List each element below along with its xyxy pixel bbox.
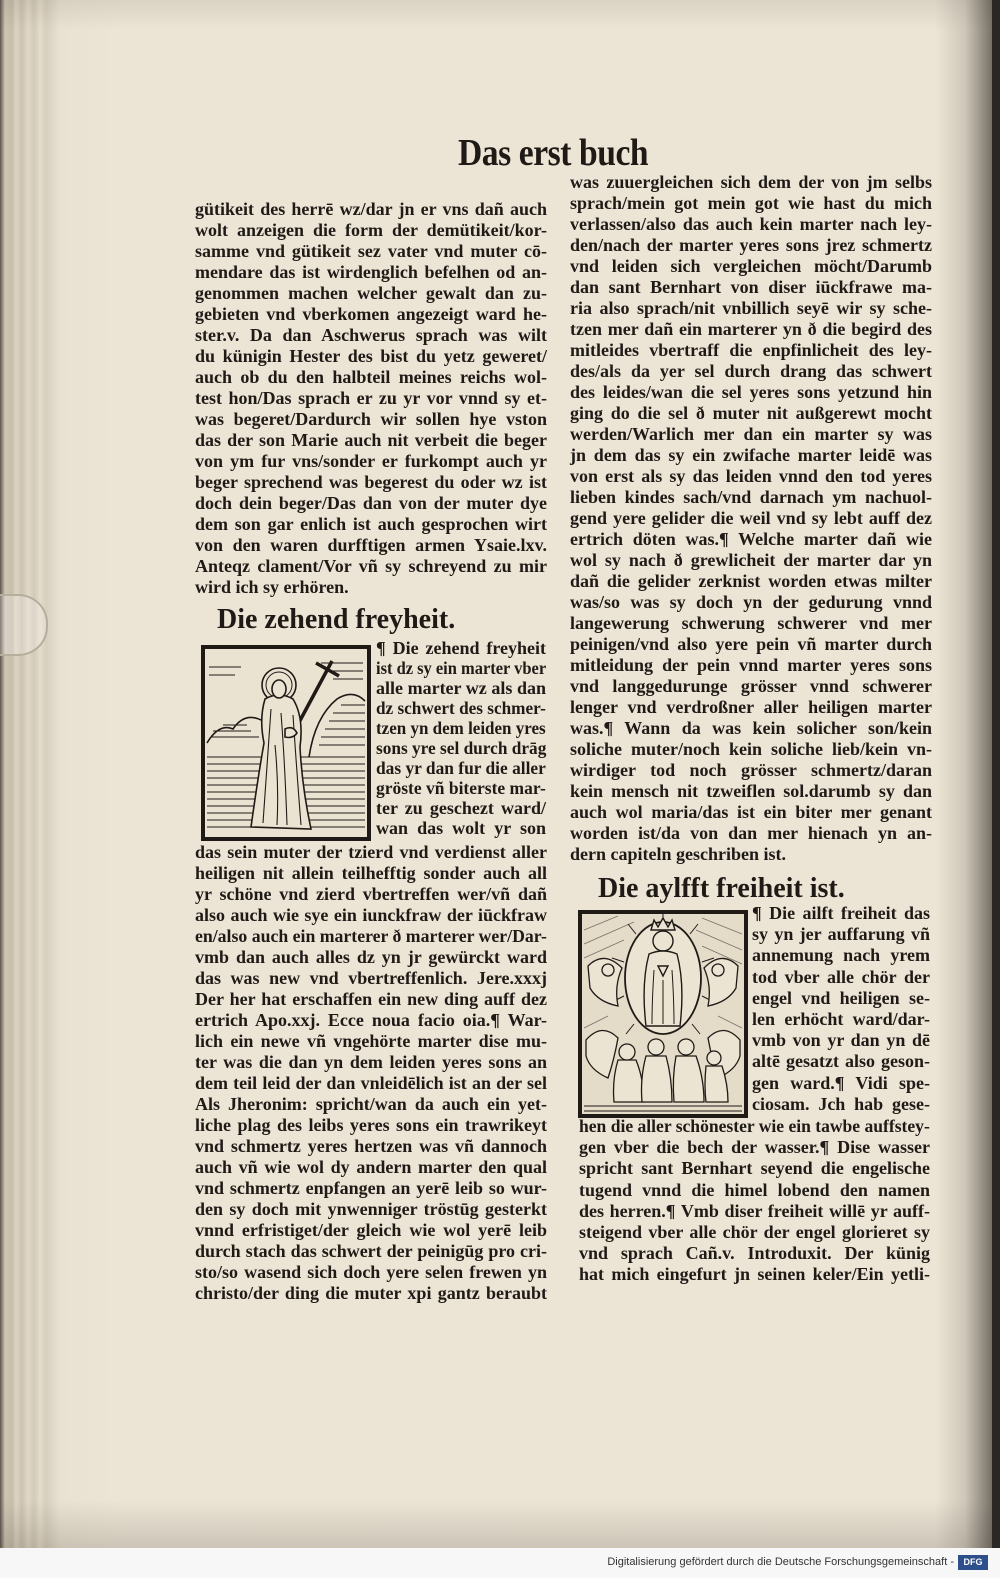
text-line: gend yere gelider die weil vnd sy lebt auff dez <box>570 508 932 528</box>
left-column-text <box>195 199 547 598</box>
text-line: ster.v. Da dan Aschwerus sprach was wilt <box>195 325 547 345</box>
text-line: vnd sprach Cañ.v. Introduxit. Der künig <box>579 1243 930 1264</box>
text-line: auch vñ wie wol dy andern marter den qual <box>195 1157 547 1177</box>
page-clip-tab <box>0 594 48 656</box>
text-line: beger sprechend was begerest du oder wz ist <box>195 472 547 492</box>
text-line: gröste vñ biterste mar- <box>376 778 546 798</box>
text-line: von erst als sy das leiden vnnd den tod yeres <box>570 466 932 486</box>
footer-bar <box>0 1548 1000 1578</box>
text-line: das was new vnd vbertreffenlich. Jere.xxxj <box>195 968 547 988</box>
text-line: vnd schmertz yeres hertzen was vñ dannoch <box>195 1136 547 1156</box>
text-line: tugend vnnd die himel lobend den namen <box>579 1179 930 1200</box>
text-line: sprach/mein got mein got wie hast du mich <box>570 193 932 213</box>
text-line: peinigen/vnd also yere pein vñ marter durch <box>570 634 932 654</box>
text-line: alle marter wz als dan <box>376 678 546 698</box>
text-line: ist dz sy ein marter vber <box>376 658 547 678</box>
text-line: ¶ Die ailft freiheit das <box>752 903 930 923</box>
text-line: lieben kindes sach/vnd darnach ym nachuol- <box>570 487 932 507</box>
text-line: was begeret/Dardurch wir sollen hye vston <box>195 409 547 429</box>
text-line: sto/so wasend sich doch yere selen frewen yn <box>195 1262 547 1282</box>
text-line: hat mich eingefurt jn seinen keler/Ein yetli- <box>579 1264 930 1285</box>
dfg-logo-icon: DFG <box>958 1555 988 1570</box>
text-line: ter was die dan yn dem leiden yeres sons an <box>195 1052 547 1072</box>
text-line: altē gesatzt also geson- <box>752 1051 930 1072</box>
text-line: engel vnd heiligen se- <box>752 987 930 1008</box>
text-line: ertrich Apo.xxj. Ecce noua facio oia.¶ War- <box>195 1010 547 1030</box>
text-line: test hon/Das sprach er zu yr vor vnnd sy et- <box>195 388 547 408</box>
text-line: ging do die sel ð muter nit außgerewt mocht <box>570 403 932 423</box>
text-line: des leides/wan die sel yeres sons yetzund hin <box>570 382 932 402</box>
text-line: ter zu geschezt ward/ <box>376 798 546 818</box>
text-line: steigend vber alle chör der engel glorieret sy <box>579 1222 930 1243</box>
text-line: von ym fur vns/sonder er furkompt auch yr <box>195 451 547 471</box>
text-line: auch ob du den halbteil meines reichs wol- <box>195 367 547 387</box>
right-woodcut <box>578 910 748 1118</box>
text-line: christo/der ding die muter xpi gantz beraubt <box>195 1283 547 1303</box>
text-line: gen vber die bech der wasser.¶ Dise wasser <box>579 1137 930 1158</box>
text-line: lenger vnd verdroßner aller heiligen marter <box>570 697 932 717</box>
text-line: des herren.¶ Vmb diser freiheit willē yr auff- <box>579 1200 930 1221</box>
text-line: langewerung schwerung schwerer vnd mer <box>570 613 932 633</box>
text-line: ¶ Die zehend freyheit <box>376 638 546 658</box>
text-line: soliche muter/noch kein soliche lieb/kein vn- <box>570 739 932 759</box>
text-line: yr schöne vnd zierd vbertreffen wer/vñ dañ <box>195 884 547 904</box>
text-line: vnnd erfristiget/der gleich wie wol yerē leib <box>195 1220 547 1240</box>
text-line: hen die aller schönester wie ein tawbe auffstey- <box>579 1116 930 1136</box>
woodcut-icon <box>201 645 371 841</box>
text-line: dern capiteln geschriben ist. <box>570 844 786 864</box>
text-line: dem teil leid der dan vnleidēlich ist an der sel <box>195 1073 547 1093</box>
text-line: samme vnd gütikeit sez vater vnd muter cō- <box>195 241 547 261</box>
text-line: sy yn jer auffarung vñ <box>752 924 930 945</box>
text-line: tod vber alle chör der <box>752 966 930 987</box>
text-line: werden/Warlich mer dan ein marter sy was <box>570 424 932 444</box>
text-line: tzen yn dem leiden yres <box>376 718 546 738</box>
text-line: annemung nach yrem <box>752 945 930 966</box>
text-line: len erhöcht ward/dar- <box>752 1009 930 1030</box>
text-line: wird ich sy erhören. <box>195 577 349 597</box>
text-line: mitleidung der pein vnnd marter yeres sons <box>570 655 932 675</box>
text-line: wol sy nach ð grewlicheit der marter dar yn <box>570 550 932 570</box>
text-line: durch stach das schwert der peinigūg pro cri- <box>195 1241 547 1261</box>
text-line: das yr dan fur die aller <box>376 758 546 778</box>
text-line: spricht sant Bernhart seyend die engelische <box>579 1158 930 1179</box>
text-line: kein mensch nit tzweiflen sol.darumb sy dan <box>570 781 932 801</box>
text-line: vmb dan auch alles dz yn jr gewürckt ward <box>195 947 547 967</box>
text-line: Anteqz clament/Vor vñ sy schreyend zu mir <box>195 556 547 576</box>
text-line: dañ die gelider zerknist worden etwas milter <box>570 571 932 591</box>
text-line: ria also sprach/nit vnbillich seyē wir sy sche- <box>570 298 932 318</box>
text-line: das der son Marie auch nit verbeit die beger <box>195 430 547 450</box>
text-line: doch dein beger/Das dan von der muter dye <box>195 493 547 513</box>
text-line: Als Jheronim: spricht/wan da auch ein yet- <box>195 1094 547 1114</box>
text-line: genommen machen welcher gewalt dan zu- <box>195 283 547 303</box>
text-line: sons yre sel durch drāg <box>376 738 547 758</box>
text-line: auch wol maria/das ist ein biter mer genant <box>570 802 932 822</box>
text-line: verlassen/also das auch kein marter nach ley- <box>570 214 932 234</box>
text-line: vnd leiden sich vergleichen möcht/Darumb <box>570 256 932 276</box>
text-line: vnd schmertz enpfangen an yerē leib so wur- <box>195 1178 547 1198</box>
text-line: dan sant Bernhart von diser iūckfrawe ma- <box>570 277 932 297</box>
text-line: mendare das ist wirdenglich befelhen od an- <box>195 262 547 282</box>
left-woodcut <box>201 645 371 841</box>
text-line: das sein muter der tzierd vnd verdienst aller <box>195 842 547 862</box>
right-text-beside-figure <box>752 903 930 1115</box>
text-line: den/nach der marter yeres sons jrez schmertz <box>570 235 932 255</box>
text-line: mitleides vbertraff die enpfinlicheit des ley- <box>570 340 932 360</box>
text-line: was zuuergleichen sich dem der von jm selbs <box>570 172 932 192</box>
section-heading: Die zehend freyheit. <box>217 604 456 635</box>
text-line: ertrich döten was.¶ Welche marter dañ wie <box>570 529 932 549</box>
text-line: was/so was sy doch yn der gedurung vnnd <box>570 592 932 612</box>
section-heading: Die aylfft freiheit ist. <box>598 873 845 904</box>
right-column-text <box>570 172 932 865</box>
left-column-text-continued <box>195 842 547 1304</box>
running-head: Das erst buch <box>458 132 649 174</box>
text-line: gen ward.¶ Vidi spe- <box>752 1072 930 1093</box>
text-line: du künigin Hester des bist du yetz geweret/ <box>195 346 547 366</box>
text-line: den sy doch mit ynwenniger tröstūg gesterkt <box>195 1199 547 1219</box>
text-line: tzen mer dañ ein marterer yn ð die begird des <box>570 319 932 339</box>
woodcut-icon <box>578 910 748 1118</box>
text-line: worden ist/da von dan mer hienach yn an- <box>570 823 932 843</box>
text-line: dem son gar enlich ist auch gesprochen wirt <box>195 514 547 534</box>
text-line: gebieten vnd vberkomen angezeigt ward he- <box>195 304 547 324</box>
text-line: liche plag des leibs yeres sons ein trawrikeyt <box>195 1115 547 1135</box>
text-line: jn dem das sy ein zwifache marter leidē was <box>570 445 932 465</box>
funding-note: Digitalisierung gefördert durch die Deutsche Forschungsgemeinschaft - <box>607 1556 954 1568</box>
text-line: von den waren durfftigen armen Ysaie.lxv. <box>195 535 547 555</box>
text-line: wirdiger tod noch grösser schmertz/daran <box>570 760 932 780</box>
text-line: gütikeit des herrē wz/dar jn er vns dañ auch <box>195 199 547 219</box>
text-line: vmb von yr dan yn dē <box>752 1030 930 1051</box>
text-line: des/als da yer sel durch drang das schwert <box>570 361 932 381</box>
text-line: heiligen nit allein teilhefftig sonder auch all <box>195 863 547 883</box>
left-text-beside-figure <box>376 638 546 838</box>
text-line: Der her hat erschaffen ein new ding auff dez <box>195 989 547 1009</box>
text-line: vnd langgedurunge grösser vnnd schwerer <box>570 676 932 696</box>
text-line: was.¶ Wann da was kein solicher son/kein <box>570 718 932 738</box>
text-line: ciosam. Jch hab gese- <box>752 1093 930 1114</box>
text-line: dz schwert des schmer- <box>376 698 546 718</box>
text-line: lich ein newe vñ vngehörte marter dise mu- <box>195 1031 547 1051</box>
text-line: wan das wolt yr son <box>376 818 546 838</box>
text-line: en/also auch ein marterer ð marterer wer/Dar- <box>195 926 547 946</box>
text-line: wolt anzeigen die form der demütikeit/kor- <box>195 220 547 240</box>
right-column-text-continued <box>579 1116 930 1286</box>
text-line: also auch wie sye ein iunckfraw der iūckfraw <box>195 905 547 925</box>
